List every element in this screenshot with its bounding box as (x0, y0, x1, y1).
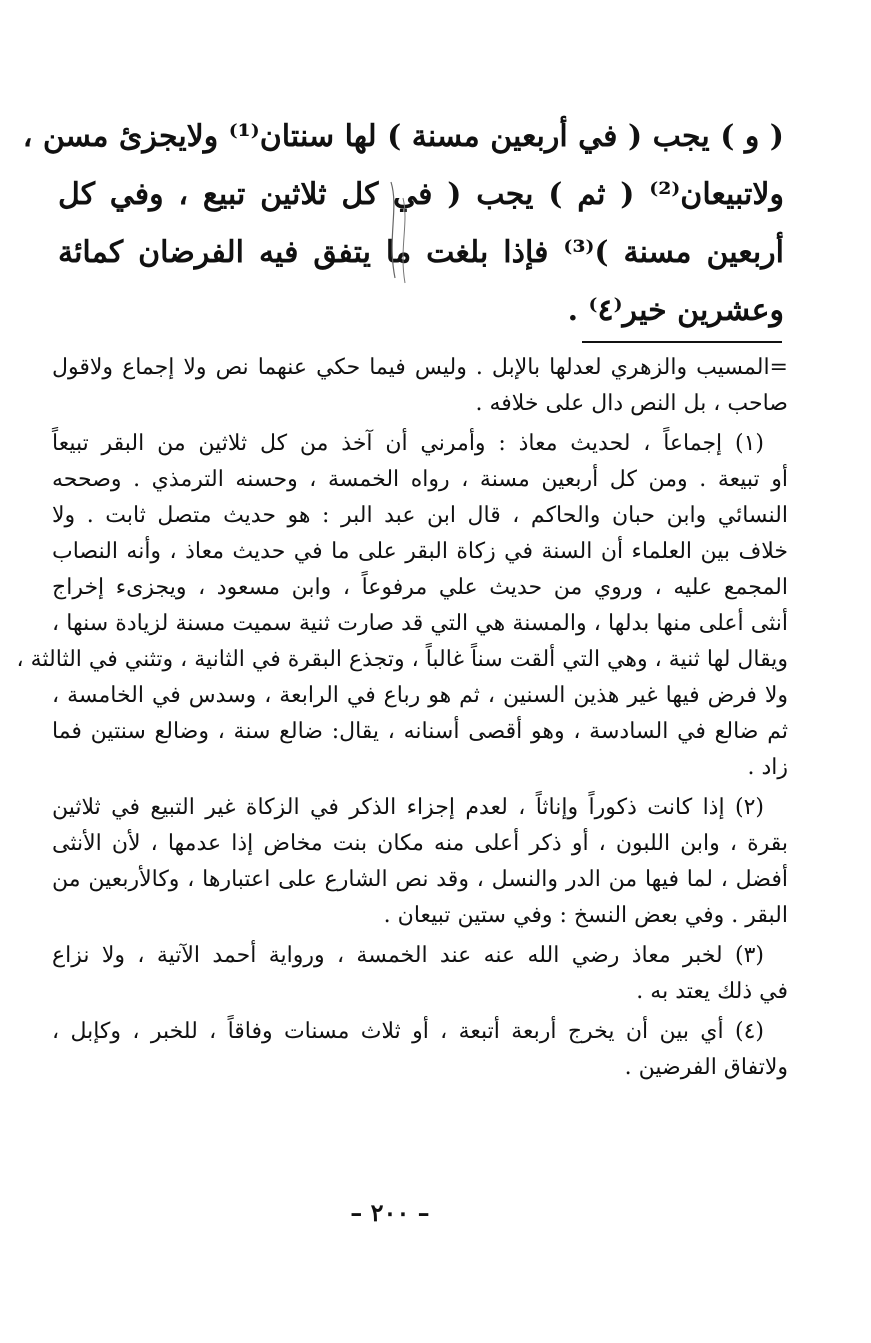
main-text-line: أربعين مسنة )⁽³⁾ فإذا بلغت ما يتفق فيه الفرضان كمائة (58, 235, 784, 270)
main-text-line: ولاتبيعان⁽²⁾ ( ثم ) يجب ( في كل ثلاثين تبيع ، وفي كل (58, 177, 784, 212)
page-number: – ٢٠٠ – (350, 1198, 430, 1227)
handwritten-mark (385, 178, 415, 288)
footnote-line: في ذلك يعتد به . (636, 979, 788, 1004)
footnotes (16, 350, 788, 1090)
footnote-line: ويقال لها ثنية ، وهي التي ألقت سناً غالباً ، وتجذع البقرة في الثانية ، وتثني في الثالثة ، (16, 647, 788, 672)
footnote-4 (52, 1014, 788, 1086)
footnote-line: المجمع عليه ، وروي من حديث علي مرفوعاً ، وابن مسعود ، ويجزىء إخراج (52, 575, 788, 600)
footnote-3 (52, 938, 788, 1010)
footnote-line: ولا فرض فيها غير هذين السنين ، ثم هو رباع في الرابعة ، وسدس في الخامسة ، (52, 683, 788, 708)
footnote-line: =المسيب والزهري لعدلها بالإبل . وليس فيما حكي عنهما نص ولا إجماع ولاقول (52, 355, 788, 380)
footnote-1 (16, 426, 788, 786)
footnote-line: النسائي وابن حبان والحاكم ، قال ابن عبد البر : هو حديث متصل ثابت . ولا (52, 503, 788, 528)
footnote-line: أنثى أعلى منها بدلها ، والمسنة هي التي قد صارت ثنية سميت مسنة لزيادة سنها ، (52, 611, 788, 636)
footnote-2 (52, 790, 788, 934)
footnote-line: زاد . (747, 755, 788, 780)
footnote-line: أفضل ، لما فيها من الدر والنسل ، وقد نص الشارع على اعتبارها ، وكالأربعين من (52, 867, 788, 892)
footnote-line: (٣) لخبر معاذ رضي الله عنه عند الخمسة ، ورواية أحمد الآتية ، ولا نزاع (52, 943, 764, 968)
footnote-line: أو تبيعة . ومن كل أربعين مسنة ، رواه الخمسة ، وحسنه الترمذي . وصححه (52, 467, 788, 492)
footnote-line: (٢) إذا كانت ذكوراً وإناثاً ، لعدم إجزاء الذكر في الزكاة غير التبيع في ثلاثين (52, 795, 764, 820)
main-text (22, 108, 784, 340)
footnote-line: خلاف بين العلماء أن السنة في زكاة البقر على ما في حديث معاذ ، وأنه النصاب (52, 539, 788, 564)
footnote-divider (582, 341, 782, 343)
footnote-line: بقرة ، وابن اللبون ، أو ذكر أعلى منه مكان بنت مخاض إذا عدمها ، لأن الأنثى (52, 831, 788, 856)
footnote-continuation (52, 350, 788, 422)
footnote-line: (٤) أي بين أن يخرج أربعة أتبعة ، أو ثلاث مسنات وفاقاً ، للخبر ، وكإبل ، (52, 1019, 764, 1044)
footnote-line: ولاتفاق الفرضين . (624, 1055, 788, 1080)
main-text-line: ( و ) يجب ( في أربعين مسنة ) لها سنتان⁽¹⁾ ولايجزئ مسن ، (22, 119, 784, 154)
main-text-line: وعشرين خير⁽٤⁾ . (567, 293, 784, 328)
footnote-line: البقر . وفي بعض النسخ : وفي ستين تبيعان . (383, 903, 788, 928)
footnote-line: ثم ضالع في السادسة ، وهو أقصى أسنانه ، يقال: ضالع سنة ، وضالع سنتين فما (52, 719, 788, 744)
footnote-line: صاحب ، بل النص دال على خلافه . (475, 391, 788, 416)
footnote-line: (١) إجماعاً ، لحديث معاذ : وأمرني أن آخذ من كل ثلاثين من البقر تبيعاً (52, 431, 764, 456)
